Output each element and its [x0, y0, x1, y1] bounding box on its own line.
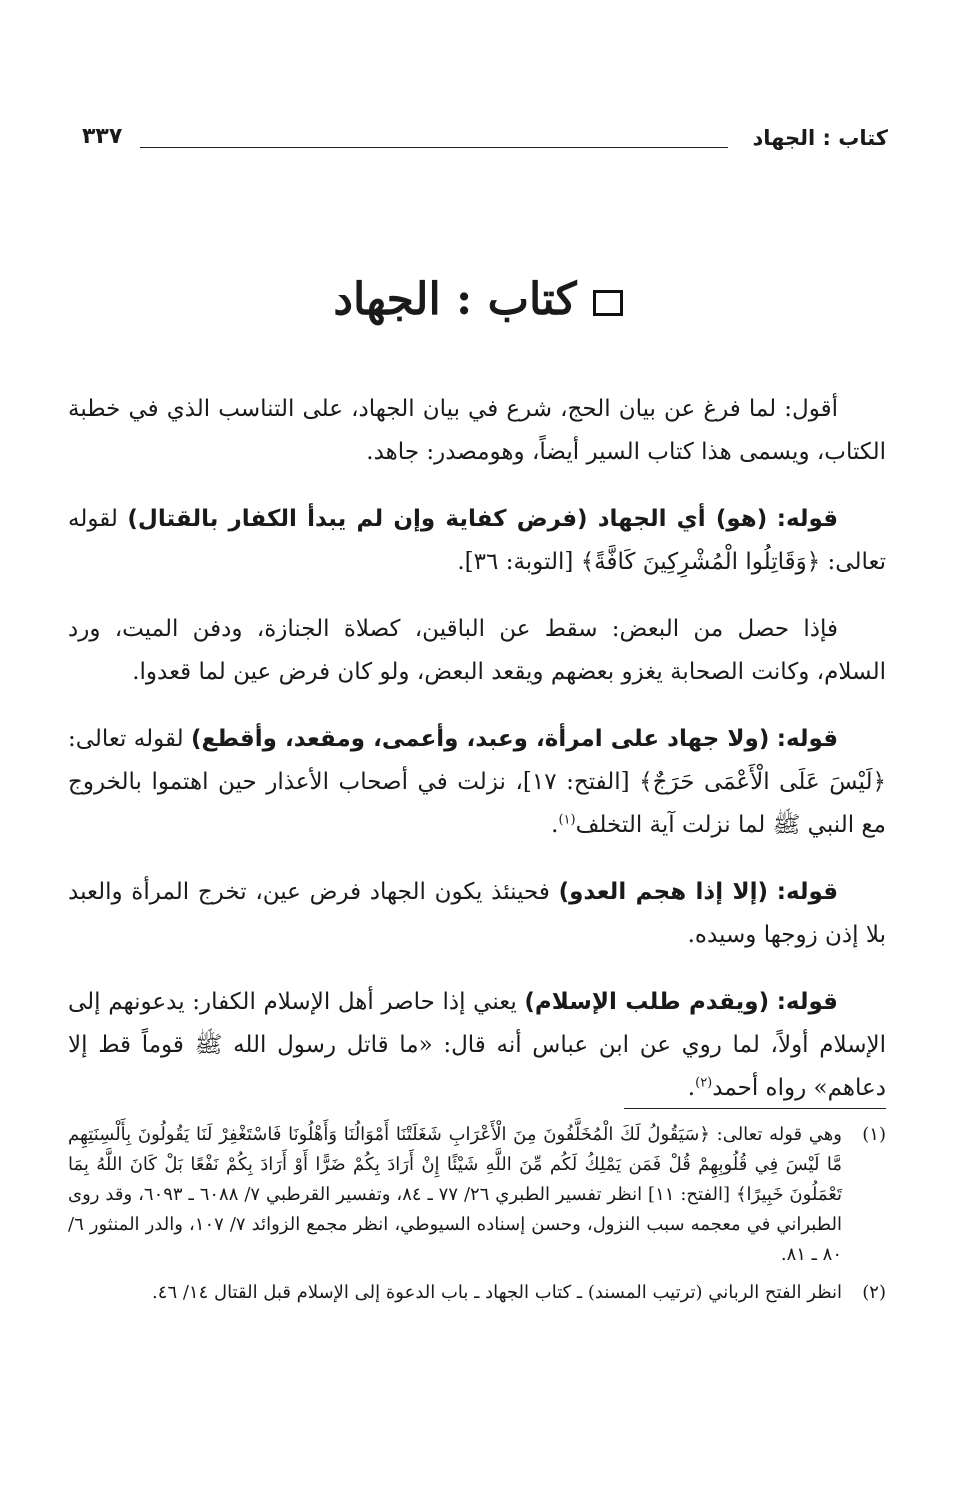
paragraph-bold: (إلا إذا هجم العدو) — [558, 879, 769, 905]
page-number: ٣٣٧ — [82, 124, 123, 149]
footnote-number: (١) — [862, 1124, 886, 1145]
running-header-title: كتاب : الجهاد — [752, 126, 888, 150]
paragraph-text: لقوله تعالى: ﴿وَقَاتِلُوا الْمُشْرِكِينَ كَافَّةً﴾ [التوبة: ٣٦]. — [68, 506, 886, 575]
paragraph-text: فإذا حصل من البعض: سقط عن الباقين، كصلاة الجنازة، ودفن الميت، ورد السلام، وكانت الصحابة يغزو بعضهم ويقعد البعض، ولو كان فرض عين لما قعدوا. — [68, 616, 886, 685]
paragraph-bold: (هو) أي الجهاد (فرض كفاية وإن لم يبدأ الكفار بالقتال) — [127, 506, 768, 532]
paragraph-lead: قوله: — [776, 506, 839, 532]
footnote — [68, 1120, 886, 1270]
footnote-ref: (١) — [558, 812, 576, 828]
paragraph — [68, 608, 886, 694]
footnote-rule — [624, 1108, 886, 1109]
paragraph — [68, 981, 886, 1110]
paragraph-text: أقول: لما فرغ عن بيان الحج، شرع في بيان الجهاد، على التناسب الذي في خطبة الكتاب، ويسمى هذا كتاب السير أيضاً، وهومصدر: جاهد. — [68, 396, 886, 465]
running-header — [82, 122, 888, 162]
paragraph-bold: (ويقدم طلب الإسلام) — [524, 989, 770, 1015]
paragraph-tail: . — [687, 1075, 696, 1101]
paragraph — [68, 498, 886, 584]
paragraph-text: يعني إذا حاصر أهل الإسلام الكفار: يدعونهم إلى الإسلام أولاً، لما روي عن ابن عباس أنه قال: «ما قاتل رسول الله ﷺ قوماً قط إلا دعاهم» رواه أحمد — [68, 989, 886, 1101]
footnote-text: وهي قوله تعالى: ﴿سَيَقُولُ لَكَ الْمُخَلَّفُونَ مِنَ الْأَعْرَابِ شَغَلَتْنَا أَمْوَالُنَا وَأَهْلُونَا فَاسْتَغْفِرْ لَنَا يَقُولُونَ بِأَلْسِنَتِهِم مَّا لَيْسَ فِي قُلُوبِهِمْ قُلْ فَمَن يَمْلِكُ لَكُم مِّنَ اللَّهِ شَيْئًا إِنْ أَرَادَ بِكُمْ ضَرًّا أَوْ أَرَادَ بِكُمْ نَفْعًا بَلْ كَانَ اللَّهُ بِمَا تَعْمَلُونَ خَبِيرًا﴾ [الفتح: ١١] انظر تفسير الطبري ٢٦/ ٧٧ ـ ٨٤، وتفسير القرطبي ٧/ ٦٠٨٨ ـ ٦٠٩٣، وقد روى الطبراني في معجمه سبب النزول، وحسن إسناده السيوطي، انظر مجمع الزوائد ٧/ ١٠٧، والدر المنثور ٦/ ٨٠ ـ ٨١. — [68, 1124, 842, 1265]
footnote-ref: (٢) — [695, 1075, 713, 1091]
paragraph-text: فحينئذ يكون الجهاد فرض عين، تخرج المرأة والعبد بلا إذن زوجها وسيده. — [68, 879, 886, 948]
paragraph — [68, 388, 886, 474]
paragraph-lead: قوله: — [776, 879, 839, 905]
footnote — [68, 1278, 886, 1308]
paragraph-text: لقوله تعالى: ﴿لَيْسَ عَلَى الْأَعْمَى حَرَجٌ﴾ [الفتح: ١٧]، نزلت في أصحاب الأعذار حين اهتموا بالخروج مع النبي ﷺ لما نزلت آية التخلف — [68, 726, 886, 838]
footnote-text: انظر الفتح الرباني (ترتيب المسند) ـ كتاب الجهاد ـ باب الدعوة إلى الإسلام قبل القتال ١٤/ ٤٦. — [152, 1282, 842, 1303]
body-text — [68, 388, 886, 1134]
paragraph — [68, 871, 886, 957]
paragraph-lead: قوله: — [776, 989, 838, 1015]
paragraph-tail: . — [551, 812, 559, 838]
paragraph-bold: (ولا جهاد على امرأة، وعبد، وأعمى، ومقعد، وأقطع) — [191, 726, 770, 752]
square-bullet-icon — [593, 290, 623, 316]
header-rule — [140, 147, 728, 148]
footnotes — [68, 1120, 886, 1316]
chapter-title: كتاب : الجهاد — [333, 274, 577, 325]
paragraph — [68, 718, 886, 847]
paragraph-lead: قوله: — [776, 726, 839, 752]
chapter-heading — [0, 270, 956, 330]
footnote-number: (٢) — [862, 1282, 886, 1303]
